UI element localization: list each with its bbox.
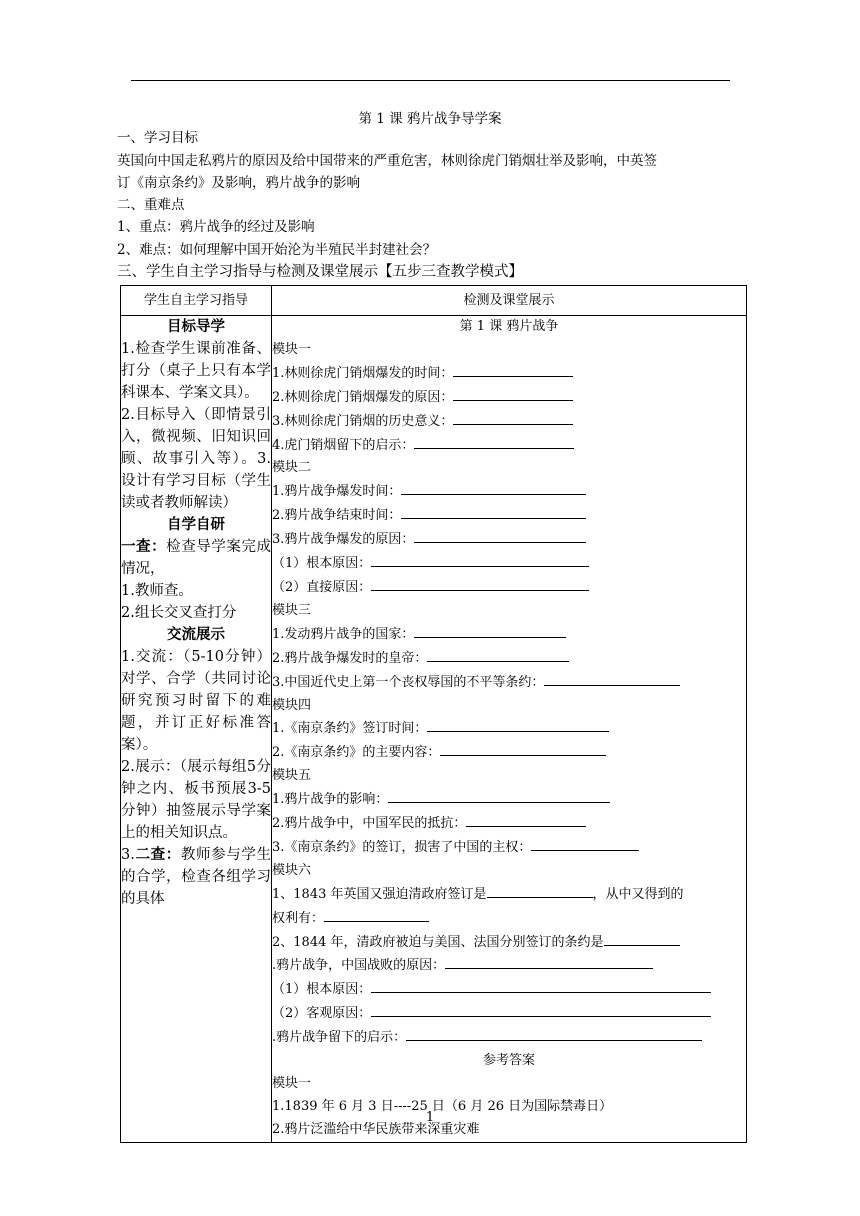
answer-blank[interactable]: [466, 812, 586, 827]
question-5-3: [272, 836, 746, 860]
question-1-3: [272, 410, 746, 434]
answer-blank[interactable]: [324, 907, 429, 922]
second-check-label: 二查：: [134, 846, 181, 863]
module-6-heading: 模块六: [272, 862, 312, 878]
question-text: （1）根本原因：: [272, 982, 372, 998]
first-check-label: 一查：: [121, 538, 167, 555]
teacher-check: 1.教师查。: [121, 583, 193, 599]
question-text: ，从中又得到的: [592, 886, 684, 902]
answers-module-1-heading: 模块一: [272, 1076, 312, 1091]
question-3-3: [272, 671, 746, 695]
section-1-text-line-1: 英国向中国走私鸦片的原因及给中国带来的严重危害，林则徐虎门销烟壮举及影响，中英签: [117, 153, 657, 169]
page-title: 第 1 课 鸦片战争导学案: [358, 111, 502, 127]
question-text: 3.林则徐虎门销烟的历史意义：: [272, 413, 454, 429]
answer-blank[interactable]: [453, 386, 573, 401]
section-2-difficult-point: 2、难点：如何理解中国开始沦为半殖民半封建社会？: [117, 242, 437, 258]
question-text: 2.鸦片战争爆发时的皇帝：: [272, 650, 428, 666]
question-4-1: [272, 717, 746, 741]
answer-blank[interactable]: [401, 504, 586, 519]
second-check-text: 教师参与学生的合学，检查各组学习的具体: [121, 847, 272, 907]
answer-blank[interactable]: [453, 362, 573, 377]
test-display-cell: [272, 316, 747, 1143]
question-text: （2）客观原因：: [272, 1006, 372, 1022]
self-study-guide-cell: [121, 316, 272, 1143]
question-6-3: [272, 954, 746, 978]
second-check: [121, 844, 271, 910]
section-3-heading: 三、学生自主学习指导与检测及课堂展示【五步三查教学模式】: [117, 264, 523, 280]
question-text: 1.鸦片战争的影响：: [272, 792, 389, 808]
question-text: .鸦片战争留下的启示：: [272, 1030, 407, 1046]
first-check-text: 检查导学案完成情况，: [121, 539, 272, 577]
lesson-title: 第 1 课 鸦片战争: [459, 319, 559, 334]
question-text: 权利有：: [272, 910, 325, 926]
question-text: 1.林则徐虎门销烟爆发的时间：: [272, 365, 454, 381]
answer-blank[interactable]: [414, 623, 566, 638]
question-4-2: [272, 741, 746, 765]
answer-blank[interactable]: [604, 931, 680, 946]
question-2-3a: [272, 552, 746, 576]
answer-blank[interactable]: [544, 671, 680, 686]
answer-blank[interactable]: [371, 552, 589, 567]
left-column-header: 学生自主学习指导: [121, 286, 272, 316]
module-2-heading: 模块二: [272, 460, 312, 476]
answer-2: 2.鸦片泛滥给中华民族带来深重灾难: [272, 1121, 480, 1137]
question-text: 2.《南京条约》的主要内容：: [272, 745, 441, 761]
answer-blank[interactable]: [487, 883, 593, 898]
question-2-3b: [272, 576, 746, 600]
question-5-2: [272, 812, 746, 836]
answer-blank[interactable]: [440, 741, 606, 756]
section-2-heading: 二、重难点: [117, 197, 185, 213]
answer-blank[interactable]: [388, 788, 610, 803]
answer-blank[interactable]: [406, 1026, 702, 1041]
question-text: 3.鸦片战争爆发的原因：: [272, 532, 415, 548]
question-1-2: [272, 386, 746, 410]
first-check: [121, 536, 271, 580]
question-text: （1）根本原因：: [272, 556, 372, 572]
answer-blank[interactable]: [371, 576, 589, 591]
question-1-1: [272, 362, 746, 386]
question-2-3: [272, 528, 746, 552]
question-2-1: [272, 480, 746, 504]
module-4-heading: 模块四: [272, 697, 312, 713]
question-6-2: [272, 931, 746, 955]
question-text: 1.发动鸦片战争的国家：: [272, 626, 415, 642]
answer-blank[interactable]: [453, 410, 573, 425]
page-number: 1: [425, 1110, 435, 1125]
question-text: 2.林则徐虎门销烟爆发的原因：: [272, 389, 454, 405]
question-text: 2、1844 年，清政府被迫与美国、法国分别签订的条约是: [272, 934, 604, 950]
question-text: （2）直接原因：: [272, 579, 372, 595]
second-check-number: 3.: [121, 847, 135, 863]
exchange-display-heading: 交流展示: [167, 626, 225, 643]
question-6-3a: [272, 978, 746, 1002]
question-text: 1、1843 年英国又强迫清政府签订是: [272, 886, 487, 902]
question-6-1: [272, 883, 746, 907]
question-text: 3.《南京条约》的签订，损害了中国的主权：: [272, 839, 532, 855]
module-1-heading: 模块一: [272, 341, 312, 357]
question-text: 2.鸦片战争中，中国军民的抵抗：: [272, 816, 467, 832]
answer-blank[interactable]: [427, 717, 609, 732]
answer-blank[interactable]: [371, 978, 711, 993]
question-3-1: [272, 623, 746, 647]
question-text: 1.鸦片战争爆发时间：: [272, 484, 402, 500]
question-1-4: [272, 434, 746, 458]
answer-blank[interactable]: [371, 1002, 711, 1017]
question-text: 4.虎门销烟留下的启示：: [272, 437, 415, 453]
question-text: 1.《南京条约》签订时间：: [272, 721, 428, 737]
answer-blank[interactable]: [401, 480, 586, 495]
goal-guidance-heading: 目标导学: [167, 318, 225, 335]
question-3-2: [272, 647, 746, 671]
header-rule: [131, 80, 730, 81]
self-study-heading: 自学自研: [167, 516, 225, 533]
question-6-1-rights: [272, 907, 746, 931]
study-guide-table: [120, 285, 747, 1143]
answer-blank[interactable]: [414, 528, 586, 543]
answer-blank[interactable]: [531, 836, 639, 851]
module-3-heading: 模块三: [272, 602, 312, 618]
answer-blank[interactable]: [427, 647, 569, 662]
answer-blank[interactable]: [414, 434, 574, 449]
question-text: 2.鸦片战争结束时间：: [272, 508, 402, 524]
guide-step-1: 1.检查学生课前准备、打分（桌子上只有本学科课本、学案文具）。: [121, 341, 271, 401]
section-1-heading: 一、学习目标: [117, 130, 198, 146]
right-column-header: 检测及课堂展示: [272, 286, 747, 316]
question-text: 3.中国近代史上第一个丧权辱国的不平等条约：: [272, 674, 545, 690]
answer-blank[interactable]: [445, 954, 653, 969]
question-5-1: [272, 788, 746, 812]
module-5-heading: 模块五: [272, 768, 312, 784]
leader-cross-check: 2.组长交叉查打分: [121, 605, 237, 621]
exchange-step: 1.交流：（5-10分钟）对学、合学（共同讨论研究预习时留下的难题，并订正好标准答案）。: [121, 649, 271, 753]
display-step: 2.展示：（展示每组5分钟之内、板书预展3-5分钟）抽签展示导学案上的相关知识点。: [121, 759, 271, 841]
section-2-key-point: 1、重点：鸦片战争的经过及影响: [117, 219, 315, 235]
guide-step-2: 2.目标导入（即情景引入，微视频、旧知识回顾、故事引入等）。3.设计有学习目标（学生读或者教师解读）: [121, 407, 271, 511]
section-1-text-line-2: 订《南京条约》及影响，鸦片战争的影响: [117, 175, 360, 191]
question-2-2: [272, 504, 746, 528]
answers-title: 参考答案: [482, 1053, 535, 1069]
question-6-3b: [272, 1002, 746, 1026]
answer-1: 1.1839 年 6 月 3 日----25 日（6 月 26 日为国际禁毒日）: [272, 1098, 613, 1114]
question-text: .鸦片战争，中国战败的原因：: [272, 958, 446, 974]
question-6-4: [272, 1026, 746, 1050]
